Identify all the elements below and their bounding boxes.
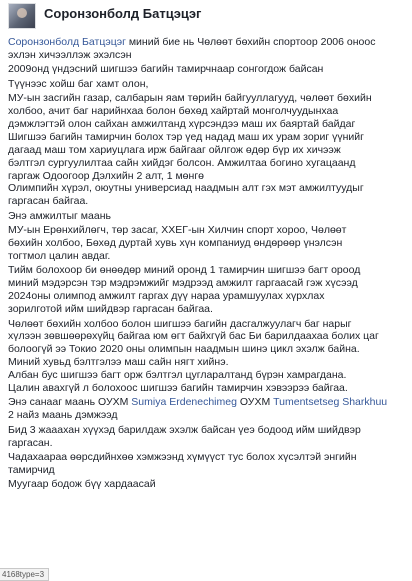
- post-text-line: [8, 356, 408, 369]
- post-text-line: [8, 237, 408, 250]
- post-header: [0, 0, 412, 30]
- post-text-line: [8, 36, 408, 49]
- post-text: Тийм болохоор би өнөөдөр миний оронд 1 тамирчин шигшээ багт ороод: [8, 264, 361, 277]
- post-text: Энэ санааг маань ОУХМ: [8, 396, 132, 409]
- post-text: Чөлөөт бөхийн холбоо болон шигшээ багийн дасгалжуулагч баг нарыг: [8, 317, 352, 330]
- post-text-line: [8, 250, 408, 263]
- post-text-line: [8, 382, 408, 395]
- post-text-line: [8, 343, 408, 356]
- post-text-line: [8, 277, 408, 290]
- post-body: [8, 36, 408, 491]
- post-text-line: [8, 157, 408, 170]
- post-text-line: [8, 437, 408, 450]
- post-text: тогтмол цалин авдаг.: [8, 250, 111, 262]
- post-text: Бид 3 жааахан хүүхэд барилдаж эхэлж байсан үеэ бодоод ийм шийдвэр: [8, 423, 361, 436]
- post-text-line: [8, 195, 408, 208]
- post-text-line: [8, 131, 408, 144]
- post-text: эхлэн хичээллэж эхэлсэн: [8, 48, 132, 61]
- post-text-line: [8, 451, 408, 464]
- post-text: холбоо, ачит баг нарийнхаа болон бөхөд хайртай монголчуудынхаа: [8, 105, 339, 118]
- post-text: Албан бус шигшээ багт орж бэлтгэл цугларалтанд бүрэн хамрагдана.: [8, 369, 347, 382]
- post-text: гаргасан байгаа.: [8, 195, 89, 208]
- post-text: 2009онд үндэсний шигшээ багийн тамирчнаар сонгогдож байсан: [8, 63, 324, 76]
- post-text: бөхийн холбоо, Бөхөд дуртай хувь хүн компаниуд өндөрөөр үнэлсэн: [8, 237, 343, 250]
- post-text: Цалин авахгүй л болохоос шигшээ багийн тамирчин хэвээрээ байгаа.: [8, 382, 348, 395]
- mention-link[interactable]: Sumiya Erdenechimeg: [131, 396, 237, 409]
- post-text-line: [8, 264, 408, 277]
- post-text: миний бие нь Чөлөөт бөхийн спортоор 2006 оноос: [125, 36, 376, 48]
- post-text-line: [8, 464, 408, 477]
- post-text-line: [8, 369, 408, 382]
- post-text-line: [8, 303, 408, 316]
- author-avatar[interactable]: [8, 3, 36, 29]
- post-text: Олимпийн хүрэл, оюутны универсиад наадмын алт гэх мэт амжилтуудыг: [8, 182, 364, 195]
- post-text: Түүнээс хойш баг хамт олон,: [8, 77, 149, 90]
- post-text: тамирчид: [8, 464, 55, 476]
- post-text: Энэ амжилтыг маань: [8, 209, 111, 222]
- post-text: бэлтгэл сургуулилтаа сайн хийдэг болсон. Амжилтаа богино хугацаанд: [8, 156, 356, 169]
- post-text: МУ-ын засгийн газар, салбарын яам төрийн байгууллагууд, чөлөөт бөхийн: [8, 92, 372, 105]
- post-text: 2024оны олимпод амжилт гаргах дүү нараа урамшуулах хүрхлах: [8, 290, 325, 303]
- post-text: гаргасан.: [8, 436, 53, 449]
- post-text: гаргаж Одоогоор Дэлхийн 2 алт, 1 мөнгө: [8, 169, 204, 182]
- post-text-line: [8, 92, 408, 105]
- post-text-line: [8, 478, 408, 491]
- post-text: Шигшээ багийн тамирчин болох тэр үед надад маш их урам зориг үүнийг: [8, 130, 364, 143]
- post-text: зорилготой ийм шийдвэр гаргасан байгаа.: [8, 303, 213, 316]
- post-text-line: [8, 424, 408, 437]
- post-text: 2 найз маань дэмжээд: [8, 409, 118, 422]
- post-text: Чадахаараа өөрсдийнхөө хэмжээнд хүмүүст тус болох хүсэлтэй энгийн: [8, 451, 357, 464]
- post-text-line: [8, 224, 408, 237]
- mention-link[interactable]: Tumentsetseg Sharkhuu: [273, 396, 388, 409]
- post-text-line: [8, 210, 408, 223]
- post-text-line: [8, 105, 408, 118]
- post-text-line: [8, 182, 408, 195]
- post-text: болоогүй ээ Токио 2020 оны олимпын наадмын шинэ цикл эхэлж байна.: [8, 343, 360, 356]
- post-text-line: [8, 290, 408, 303]
- post-text-line: [8, 330, 408, 343]
- post-text: дагаад маш том хариуцлага ирж байгааг ойлгож өдөр бүр их хичээж: [8, 143, 341, 156]
- post-text-line: [8, 318, 408, 331]
- post-text-line: [8, 409, 408, 422]
- post-text: МУ-ын Ерөнхийлөгч, төр засаг, ХХЕГ-ын Хилчин спорт хороо, Чөлөөт: [8, 224, 347, 237]
- post-text-line: [8, 118, 408, 131]
- post-text: ОУХМ: [236, 396, 274, 409]
- post-text-line: [8, 144, 408, 157]
- post-text: Муугаар бодож бүү хардаасай: [8, 478, 156, 491]
- post-text-line: [8, 78, 408, 91]
- post-text-line: [8, 63, 408, 76]
- mention-link[interactable]: Соронзонболд Батцэцэг: [8, 36, 126, 48]
- post-text-line: [8, 396, 408, 409]
- author-name-link[interactable]: Соронзонболд Батцэцэг: [44, 6, 202, 21]
- post-text: Миний хувьд бэлтгэлээ маш сайн нягт хийнэ.: [8, 356, 229, 369]
- post-text-line: [8, 49, 408, 62]
- post-text: хүлээн зөвшөөрөхүйц байгаа юм өгт байхгүй бас Би барилдаахаа болих цаг: [8, 330, 379, 343]
- browser-status-bar: 4168type=3: [0, 568, 49, 581]
- post-text: миний мэдэрсэн тэр мэдрэмжийг мэдрээд амжилт гаргаасай гэж хүсээд: [8, 277, 358, 290]
- post-text: дэмжлэгтэй олон сайхан амжилтанд хүрсэндээ маш их баяртай байдаг: [8, 117, 356, 130]
- post-text-line: [8, 170, 408, 183]
